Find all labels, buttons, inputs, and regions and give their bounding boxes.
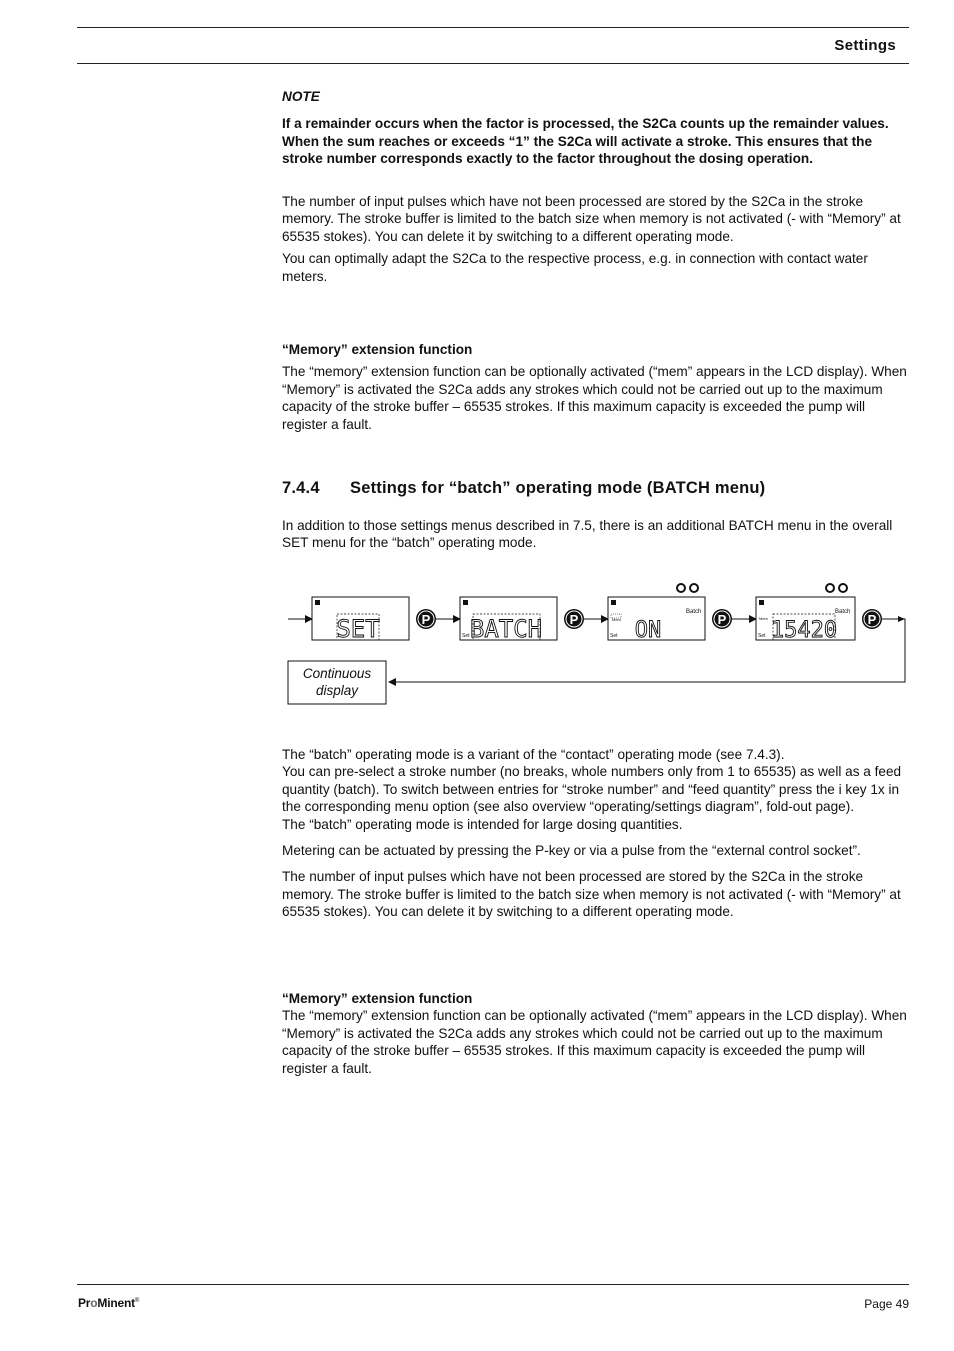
prominent-logo (78, 1296, 139, 1310)
metering-paragraph: Metering can be actuated by pressing the P-key or via a pulse from the “external control socket”. (282, 843, 861, 859)
section-heading (282, 479, 765, 498)
section-number: 7.4.4 (282, 479, 320, 497)
batch-pulses-paragraph: The number of input pulses which have not been processed are stored by the S2Ca in the stroke memory. The stroke buffer is limited to the batch size when memory is not activated (- with “Memory” at 65535 stokes). You can delete it by switching to a different operating mode. (282, 869, 901, 920)
continuous-display-line-1: Continuous (302, 666, 372, 681)
stroke-memory-block (282, 193, 907, 285)
header-top-rule (77, 27, 909, 28)
section-title: Settings for “batch” operating mode (BATCH menu) (350, 479, 766, 497)
stroke-memory-paragraph: The number of input pulses which have not been processed are stored by the S2Ca in the stroke memory. The stroke buffer is limited to the batch size when memory is not activated (- with “Memory” at 65535 stokes). You can delete it by switching to a different operating mode. (282, 194, 901, 244)
memory-text-2: The “memory” extension function can be optionally activated (“mem” appears in the LCD display). When “Memory” is activated the S2Ca adds any strokes which could not be carried out up to the maximum capacity of the stroke buffer – 65535 strokes. If this maximum capacity is exceeded the pump will register a fault. (282, 1008, 907, 1076)
lcd-main-on: ON (634, 618, 662, 643)
logo-registered: ® (134, 1298, 140, 1304)
continuous-display-box (288, 661, 386, 704)
lcd-top-label-number: Batch (835, 609, 851, 615)
logo-rest: Minent (97, 1296, 135, 1310)
p-key-label-2: P (569, 612, 579, 627)
p-key-label-1: P (421, 612, 431, 627)
memory-text-1: The “memory” extension function can be optionally activated (“mem” appears in the LCD display). When “Memory” is activated the S2Ca adds any strokes which could not be carried out up to the maximum capacity of the stroke buffer – 65535 strokes. If this maximum capacity is exceeded the pump will register a fault. (282, 364, 907, 432)
lcd-set-label-batch: Set (462, 633, 470, 639)
p-key-4 (862, 609, 882, 629)
p-key-label-4: P (867, 612, 877, 627)
note-title: NOTE (282, 89, 320, 104)
lcd-set-label-on: Set (610, 633, 618, 639)
p-key-1 (416, 609, 436, 629)
footer-rule (77, 1284, 909, 1285)
batch-line-3: The “batch” operating mode is intended for large dosing quantities. (282, 816, 683, 832)
return-arrowhead (898, 616, 905, 622)
lcd-main-set: SET (336, 615, 380, 643)
lcd-display-on (608, 597, 705, 643)
lcd-mem-label-on: Mem (612, 617, 621, 622)
lcd-mem-label-number: Mem (759, 616, 768, 621)
section-intro: In addition to those settings menus described in 7.5, there is an additional BATCH menu in the overall SET menu for the “batch” operating mode. (282, 518, 893, 551)
lcd-display-number (756, 597, 855, 643)
batch-line-2: You can pre-select a stroke number (no breaks, whole numbers only from 1 to 65535) as well as a feed quantity (batch). To switch between entries for “stroke number” and “feed quantity” press the i key 1x in the corresponding menu option (see also overview “operating/settings diagram”, fold-out page). (282, 764, 902, 815)
header-bottom-rule (77, 63, 909, 64)
memory-heading-1: “Memory” extension function (282, 342, 473, 357)
p-key-3 (712, 609, 732, 629)
header-title: Settings (834, 37, 896, 54)
batch-line-1: The “batch” operating mode is a variant of the “contact” operating mode (see 7.4.3). (282, 747, 785, 762)
batch-menu-diagram (286, 578, 911, 708)
lcd-main-number: 15420 (770, 618, 838, 643)
lcd-display-set (312, 597, 409, 643)
lcd-top-label-on: Batch (686, 609, 702, 615)
batch-description-block (282, 746, 907, 921)
lcd-display-batch (460, 597, 557, 643)
p-key-label-3: P (717, 612, 727, 627)
lcd-set-label-number: Set (758, 633, 766, 639)
memory-heading-2: “Memory” extension function (282, 991, 473, 1006)
lcd-main-batch: BATCH (469, 615, 543, 643)
p-key-2 (564, 609, 584, 629)
memory-extension-block-1 (282, 341, 907, 433)
continuous-display-line-2: display (315, 683, 359, 698)
section-intro-block (282, 517, 907, 552)
arrow-keys-icon-2 (825, 583, 848, 593)
memory-extension-block-2 (282, 990, 907, 1077)
note-text: If a remainder occurs when the factor is processed, the S2Ca counts up the remainder values. When the sum reaches or exceeds “1” the S2Ca will activate a stroke. This ensures that the stroke number corresponds exactly to the factor throughout the dosing operation. (282, 116, 889, 167)
logo-o: o (90, 1296, 98, 1310)
page-number: Page 49 (864, 1297, 909, 1311)
note-block (282, 88, 907, 168)
logo-pr: Pr (78, 1296, 91, 1310)
arrow-keys-icon-1 (676, 583, 699, 593)
adapt-paragraph: You can optimally adapt the S2Ca to the respective process, e.g. in connection with contact water meters. (282, 251, 868, 284)
